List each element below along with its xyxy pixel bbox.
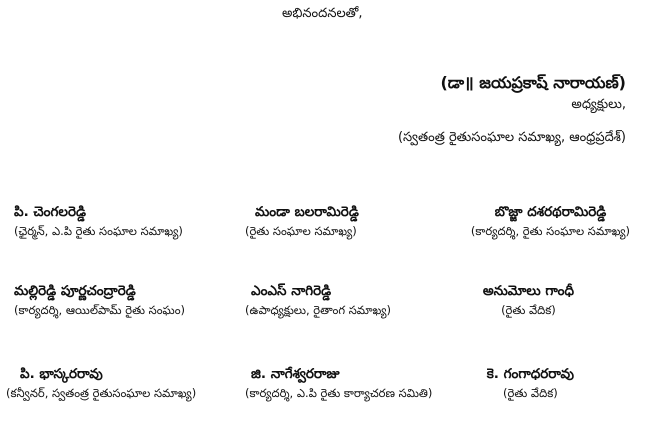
member-name: ఎంఎస్ నాగిరెడ్డి <box>251 283 332 299</box>
member-role: (కన్వీనర్, స్వతంత్ర రైతుసంఘాల సమాఖ్య) <box>6 386 197 401</box>
signatory-title: అధ్యక్షులు, <box>571 97 626 112</box>
member-name: కె. గంగాధరరావు <box>486 366 574 382</box>
member-block <box>471 204 630 239</box>
member-role: (రైతు వేదిక) <box>501 303 556 318</box>
member-role: (ఛైర్మన్, ఎ.పి రైతు సంఘాల సమాఖ్య) <box>14 224 183 239</box>
member-block <box>14 204 183 239</box>
member-block <box>245 283 391 318</box>
member-name: అనుమోలు గాంధీ <box>482 283 574 299</box>
signatory-name: (డా॥ జయప్రకాష్ నారాయణ్) <box>440 73 626 92</box>
member-name: మల్లిరెడ్డి పూర్ణచంద్రారెడ్డి <box>14 283 136 299</box>
member-name: జి. నాగేశ్వరరాజు <box>251 366 340 382</box>
member-name: మండా బలరామిరెడ్డి <box>255 204 359 220</box>
member-role: (కార్యదర్శి, ఆయిల్‌పామ్ రైతు సంఘం) <box>14 303 186 318</box>
member-name: పి. భాస్కరరావు <box>20 366 103 382</box>
member-block <box>14 283 185 318</box>
member-name: బొజ్జా దశరథరామిరెడ్డి <box>494 204 607 220</box>
greeting: అభినందనలతో, <box>282 6 363 21</box>
member-role: (రైతు వేదిక) <box>503 386 558 401</box>
member-name: పి. చెంగలరెడ్డి <box>14 204 86 220</box>
member-block <box>6 366 197 401</box>
member-block <box>245 204 359 239</box>
member-role: (ఉపాధ్యక్షులు, రైతాంగ సమాఖ్య) <box>245 303 391 318</box>
signatory-organization: (స్వతంత్ర రైతుసంఘాల సమాఖ్య, ఆంధ్రప్రదేశ్) <box>397 130 626 145</box>
member-role: (కార్యదర్శి, ఎ.పి రైతు కార్యాచరణ సమితి) <box>245 386 433 401</box>
member-block <box>487 366 574 401</box>
member-role: (కార్యదర్శి, రైతు సంఘాల సమాఖ్య) <box>470 224 630 239</box>
member-block <box>483 283 574 318</box>
member-role: (రైతు సంఘాల సమాఖ్య) <box>245 224 357 239</box>
member-block <box>245 366 432 401</box>
